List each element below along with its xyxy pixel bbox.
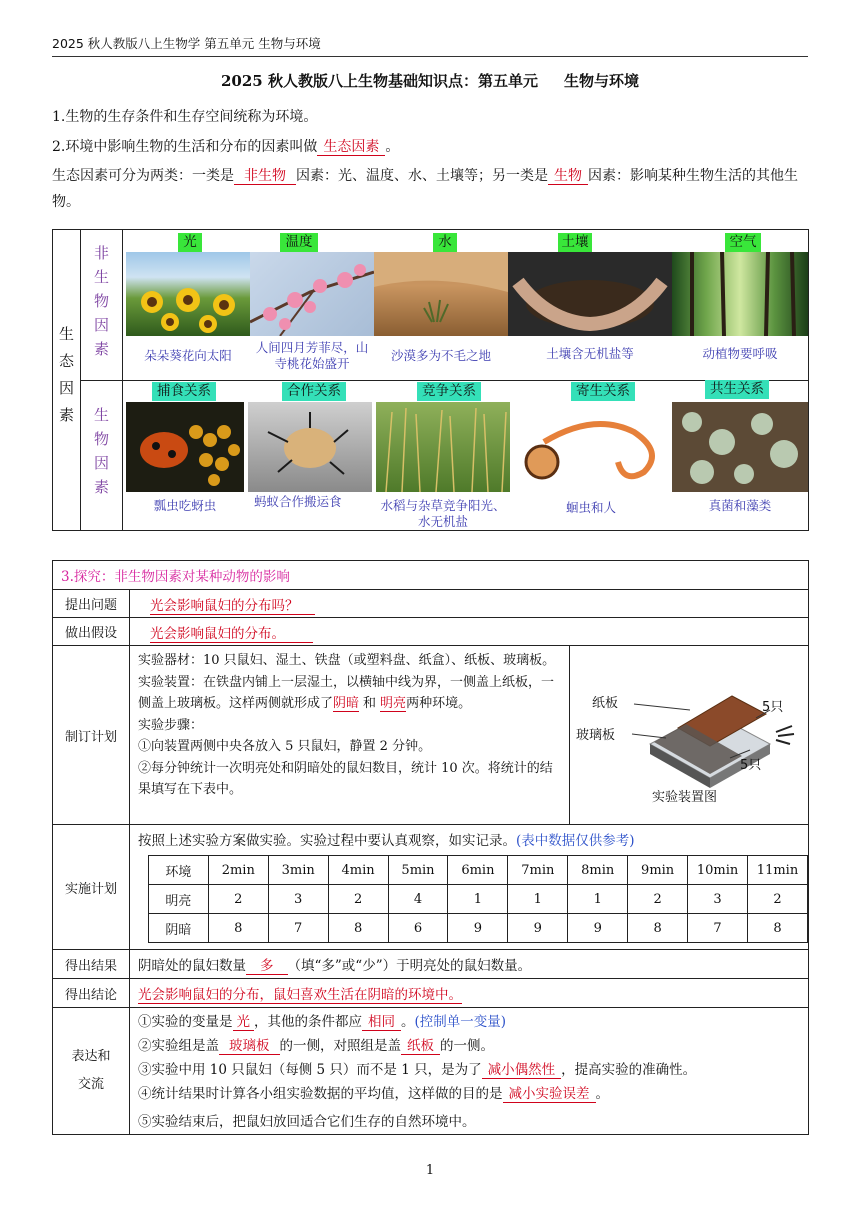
paragraph-2: 2.环境中影响生物的生活和分布的因素叫做 生态因素 。 bbox=[52, 139, 400, 155]
factor-label: 光 bbox=[178, 233, 202, 252]
row-label: 得出结论 bbox=[53, 979, 130, 1008]
row-label: 制订计划 bbox=[53, 646, 130, 825]
answer-blank: 生物 bbox=[548, 168, 588, 185]
table-cell: 8 bbox=[208, 914, 268, 943]
table-cell: 8 bbox=[748, 914, 808, 943]
row-label: 提出问题 bbox=[53, 590, 130, 618]
impl-text: 按照上述实验方案做实验。实验过程中要认真观察，如实记录。(表中数据仅供参考) bbox=[138, 833, 635, 849]
paragraph-1: 1.生物的生存条件和生存空间统称为环境。 bbox=[52, 109, 318, 125]
table-cell: 8 bbox=[328, 914, 388, 943]
table-header: 6min bbox=[448, 856, 508, 885]
forest-image bbox=[672, 252, 808, 336]
paragraph-3: 生态因素可分为两类：一类是 非生物 因素：光、温度、水、土壤等；另一类是 生物 因素：影响某种生物生活的其他生物。 bbox=[52, 168, 798, 210]
table-header: 3min bbox=[268, 856, 328, 885]
sunflower-image bbox=[126, 252, 250, 336]
table-cell: 2 bbox=[208, 885, 268, 914]
answer-blank: 非生物 bbox=[234, 168, 296, 185]
soil-image bbox=[508, 252, 672, 336]
abiotic-label-cell: 非生物因素 bbox=[81, 230, 123, 380]
table-header: 11min bbox=[748, 856, 808, 885]
table-cell: 1 bbox=[508, 885, 568, 914]
relation-label: 合作关系 bbox=[282, 382, 346, 401]
plan-line: 实验装置：在铁盘内铺上一层湿土，以横轴中线为界，一侧盖上纸板，一侧盖上玻璃板。这样两侧就形成了阴暗 和 明亮两种环境。 bbox=[138, 674, 555, 711]
exchange-item: ②实验组是盖 玻璃板 的一侧，对照组是盖 纸板 的一侧。 bbox=[138, 1038, 494, 1054]
figure-caption: 实验装置图 bbox=[652, 790, 718, 805]
table-cell: 3 bbox=[268, 885, 328, 914]
row-label: 做出假设 bbox=[53, 618, 130, 646]
desert-image bbox=[374, 252, 508, 336]
lichen-image bbox=[672, 402, 808, 492]
roundworm-image bbox=[514, 402, 668, 492]
exchange-item: ①实验的变量是 光 ，其他的条件都应 相同 。(控制单一变量) bbox=[138, 1014, 507, 1030]
factor-caption: 土壤含无机盐等 bbox=[546, 346, 634, 361]
plan-line: 实验步骤： bbox=[138, 717, 204, 733]
relation-label: 寄生关系 bbox=[571, 382, 635, 401]
plan-line: 实验器材：10 只鼠妇、湿土、铁盘（或塑料盘、纸盒）、纸板、玻璃板。 bbox=[138, 653, 556, 668]
table-header: 2min bbox=[208, 856, 268, 885]
plan-line: ①向装置两侧中央各放入 5 只鼠妇，静置 2 分钟。 bbox=[138, 739, 432, 754]
factor-label: 温度 bbox=[280, 233, 318, 252]
relation-label: 竞争关系 bbox=[417, 382, 481, 401]
relation-label: 共生关系 bbox=[705, 380, 769, 399]
factor-label: 空气 bbox=[725, 233, 761, 252]
count-label-top: 5只 bbox=[762, 700, 784, 715]
factor-table bbox=[52, 229, 809, 531]
table-header: 4min bbox=[328, 856, 388, 885]
exchange-item: ④统计结果时计算各小组实验数据的平均值，这样做的目的是 减小实验误差 。 bbox=[138, 1086, 609, 1102]
relation-caption: 真菌和藻类 bbox=[708, 498, 772, 513]
table-row-label: 阴暗 bbox=[149, 914, 209, 943]
relation-caption: 瓢虫吃蚜虫 bbox=[153, 498, 217, 513]
experiment-heading: 3.探究：非生物因素对某种动物的影响 bbox=[53, 561, 809, 590]
table-header: 8min bbox=[568, 856, 628, 885]
table-cell: 9 bbox=[448, 914, 508, 943]
table-header: 7min bbox=[508, 856, 568, 885]
exchange-item: ③实验中用 10 只鼠妇（每侧 5 只）而不是 1 只，是为了 减小偶然性 ，提高实验的准确性。 bbox=[138, 1062, 697, 1078]
table-cell: 3 bbox=[688, 885, 748, 914]
data-table bbox=[148, 855, 808, 943]
table-cell: 2 bbox=[748, 885, 808, 914]
experiment-table: 3.探究：非生物因素对某种动物的影响 提出问题 光会影响鼠妇的分布吗？ 做出假设 光会影响鼠妇的分布。 制订计划 实验器材：10 只鼠妇、湿土、铁盘（或塑料盘、纸盒）、纸板、玻璃板。 实验装置：在铁盘内铺上一层湿土，以横轴中线为界，一侧盖上纸板，一侧盖上玻璃板。这样两侧就形成了阴暗 和 明亮两种环境。 实验步骤： ①向装置两侧中央各放入 5 只鼠妇，静置 2 分钟。 ②每分钟统计一次明亮处和阴暗处的鼠妇数目，统计 10 次。将统计的结果填写在下表中。 纸板 玻璃板 5只 5只 实验装置图 实施计划 按照上述实验方案做实验。实验过程中要认真观察，如实记录。(表中数据仅供参考) 环境 2min 3min 4min 5min 6min 7min 8min 9min 10min 11min 明亮 2 3 2 4 1 1 1 2 3 2 阴暗 8 7 8 6 9 9 9 8 7 8 得出结果 阴暗处的鼠妇数量 多 （填“多”或“少”）于明亮处的鼠妇数量。 得出结论 光会影响鼠妇的分布，鼠妇喜欢生活在阴暗的环境中。 表达和 交流 ①实验的变量是 光 ，其他的条件都应 相同 。(控制单一变量) ②实验组是盖 玻璃板 的一侧，对照组是盖 纸板 的一侧。 ③实验中用 10 只鼠妇（每侧 5 只）而不是 1 只，是为了 减小偶然性 ，提高实验的准确性。 ④统计结果时计算各小组实验数据的平均值，这样做的目的是 减小实验误差 。 ⑤实验结束后，把鼠妇放回适合它们生存的自然环境中。 bbox=[52, 560, 809, 1135]
factor-caption: 人间四月芳菲尽，山寺桃花始盛开 bbox=[255, 340, 369, 371]
row-label: 表达和 交流 bbox=[53, 1008, 130, 1135]
table-cell: 1 bbox=[448, 885, 508, 914]
answer-text: 光会影响鼠妇的分布，鼠妇喜欢生活在阴暗的环境中。 bbox=[138, 987, 462, 1003]
table-cell: 7 bbox=[688, 914, 748, 943]
answer-text: 光会影响鼠妇的分布吗？ bbox=[150, 598, 315, 615]
relation-caption: 水稻与杂草竞争阳光、水无机盐 bbox=[380, 498, 506, 529]
relation-caption: 蚂蚁合作搬运食 bbox=[254, 494, 342, 509]
table-cell: 2 bbox=[628, 885, 688, 914]
factor-caption: 沙漠多为不毛之地 bbox=[390, 348, 491, 363]
table-row-label: 明亮 bbox=[149, 885, 209, 914]
ladybug-aphid-image bbox=[126, 402, 244, 492]
table-header: 9min bbox=[628, 856, 688, 885]
rice-weeds-image bbox=[376, 402, 510, 492]
page-number: 1 bbox=[425, 1163, 435, 1178]
relation-caption: 蛔虫和人 bbox=[565, 500, 616, 515]
table-cell: 9 bbox=[508, 914, 568, 943]
table-cell: 9 bbox=[568, 914, 628, 943]
page-title: 2025 秋人教版八上生物基础知识点：第五单元 生物与环境 bbox=[221, 72, 639, 90]
table-cell: 6 bbox=[388, 914, 448, 943]
answer-blank: 生态因素 bbox=[317, 139, 385, 156]
row-label: 实施计划 bbox=[53, 825, 130, 950]
row-label: 得出结果 bbox=[53, 950, 130, 979]
table-header: 10min bbox=[688, 856, 748, 885]
biotic-label-cell: 生物因素 bbox=[81, 380, 123, 530]
table-cell: 7 bbox=[268, 914, 328, 943]
glass-label: 玻璃板 bbox=[576, 728, 616, 743]
factor-caption: 动植物要呼吸 bbox=[702, 346, 778, 361]
table-cell: 8 bbox=[628, 914, 688, 943]
answer-text: 多 bbox=[246, 958, 288, 975]
cardboard-label: 纸板 bbox=[592, 696, 619, 711]
factor-label: 水 bbox=[433, 233, 457, 252]
exchange-item: ⑤实验结束后，把鼠妇放回适合它们生存的自然环境中。 bbox=[138, 1114, 476, 1130]
table-cell: 1 bbox=[568, 885, 628, 914]
factor-caption: 朵朵葵花向太阳 bbox=[144, 348, 232, 363]
count-label-bottom: 5只 bbox=[740, 758, 762, 773]
apparatus-figure bbox=[570, 646, 808, 824]
table-cell: 2 bbox=[328, 885, 388, 914]
relation-label: 捕食关系 bbox=[152, 382, 216, 401]
running-header: 2025 秋人教版八上生物学 第五单元 生物与环境 bbox=[52, 34, 808, 57]
table-cell: 4 bbox=[388, 885, 448, 914]
factor-label: 土壤 bbox=[558, 233, 592, 252]
peach-blossom-image bbox=[250, 252, 374, 336]
answer-text: 光会影响鼠妇的分布。 bbox=[150, 626, 313, 643]
ants-cooperating-image bbox=[248, 402, 372, 492]
row-label-cell: 生态因素 bbox=[53, 230, 81, 530]
plan-line: ②每分钟统计一次明亮处和阴暗处的鼠妇数目，统计 10 次。将统计的结果填写在下表中。 bbox=[138, 760, 553, 797]
table-header: 5min bbox=[388, 856, 448, 885]
table-header: 环境 bbox=[149, 856, 209, 885]
